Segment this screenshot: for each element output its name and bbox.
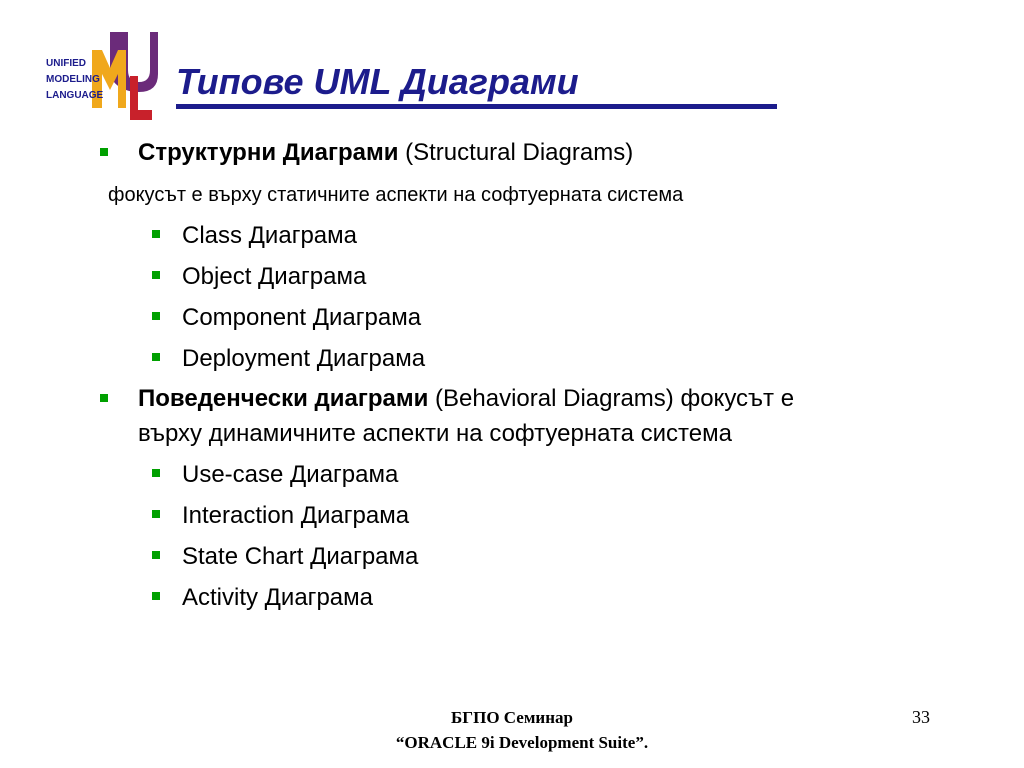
bullet-component [152,312,160,320]
bullet-use-case [152,469,160,477]
list-item-use-case: Use-case Диаграма [182,461,399,488]
behavioral-heading-rest: (Behavioral Diagrams) фокусът е [428,385,795,412]
logo-text-modeling: MODELING [46,74,100,85]
behavioral-heading-bold: Поведенчески диаграми [138,385,429,412]
bullet-object [152,271,160,279]
list-item-state-chart: State Chart Диаграма [182,543,419,570]
list-item-interaction: Interaction Диаграма [182,502,410,529]
page-number: 33 [912,707,930,727]
title-underline [176,104,777,109]
bullet-behavioral [100,394,108,402]
footer-subtitle [0,732,1024,754]
list-item-class: Class Диаграма [182,222,357,249]
list-item-deployment: Deployment Диаграма [182,345,426,372]
behavioral-heading [138,382,794,416]
bullet-structural [100,148,108,156]
behavioral-heading-line2: върху динамичните аспекти на софтуерната система [138,420,732,447]
structural-heading [138,136,633,170]
bullet-state-chart [152,551,160,559]
list-item-activity: Activity Диаграма [182,584,373,611]
bullet-deployment [152,353,160,361]
list-item-component: Component Диаграма [182,304,422,331]
bullet-activity [152,592,160,600]
footer-seminar: БГПО Семинар [451,708,573,727]
logo-text-unified: UNIFIED [46,58,86,69]
uml-logo [46,30,158,122]
list-item-object: Object Диаграма [182,263,367,290]
structural-note: фокусът е върху статичните аспекти на софтуерната система [108,184,684,206]
bullet-interaction [152,510,160,518]
footer-subtitle-text: “ORACLE 9i Development Suite”. [395,733,649,752]
slide-title: Типове UML Диаграми [176,61,579,102]
structural-heading-rest: (Structural Diagrams) [398,139,634,166]
bullet-class [152,230,160,238]
logo-text-language: LANGUAGE [46,90,104,101]
structural-heading-bold: Структурни Диаграми [138,139,399,166]
